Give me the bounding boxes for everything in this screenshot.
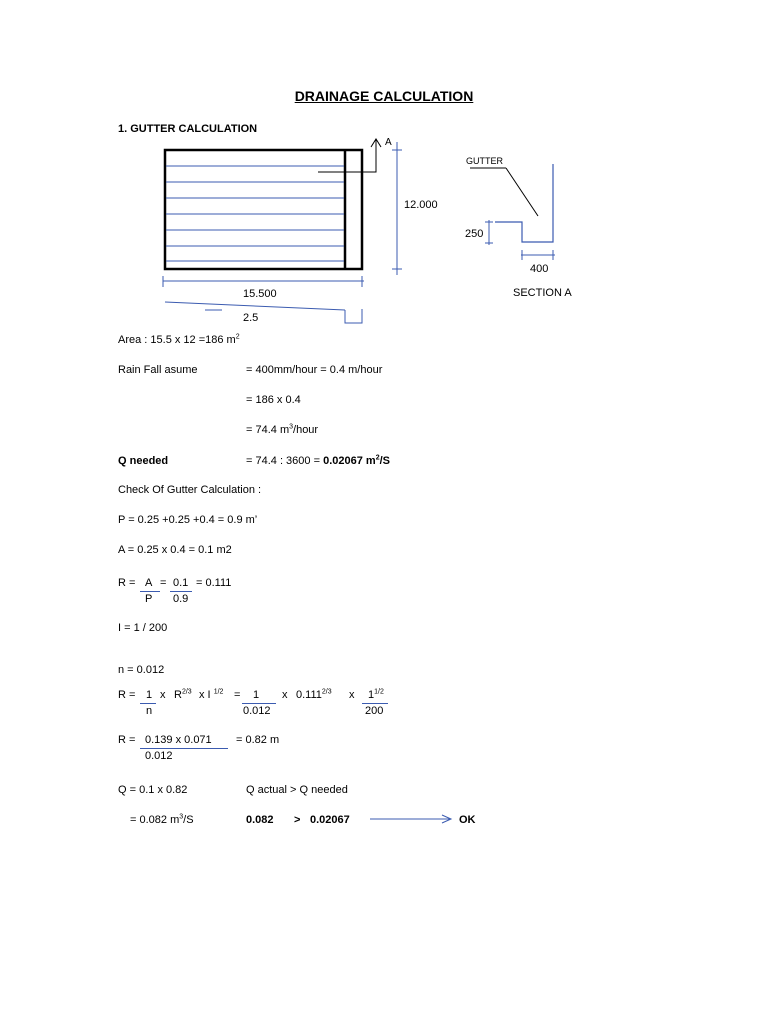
r1-num-a: A (145, 577, 153, 589)
r1-num-value: 0.1 (173, 577, 189, 589)
final-ok: OK (459, 814, 476, 826)
slope-i-line: I = 1 / 200 (118, 622, 168, 634)
gutter-section-profile (495, 164, 553, 242)
r3-lhs: R = (118, 734, 136, 746)
perimeter-line: P = 0.25 +0.25 +0.4 = 0.9 m’ (118, 514, 258, 526)
manning-n-line: n = 0.012 (118, 664, 165, 676)
section-a-marker: A (385, 137, 392, 148)
q-actual-line: Q = 0.1 x 0.82 (118, 784, 188, 796)
section-cut-line (318, 140, 376, 172)
r2-num-1: 1 (146, 689, 153, 701)
check-heading: Check Of Gutter Calculation : (118, 484, 262, 496)
rainfall-step-2: = 186 x 0.4 (246, 394, 301, 406)
r1-lhs: R = (118, 577, 136, 589)
r2-times-1: x (160, 689, 166, 701)
rainfall-label: Rain Fall asume (118, 364, 198, 376)
section-a-label: SECTION A (513, 287, 572, 299)
gutter-width-dimension (521, 250, 555, 260)
r2-num-2: 1 (253, 689, 260, 701)
gutter-depth-label: 250 (465, 228, 484, 240)
section-heading: 1. GUTTER CALCULATION (118, 123, 258, 135)
r2-r-term: $R^{2/3}$ (174, 688, 192, 701)
width-dimension-line (163, 276, 364, 287)
r2-i-term: x I $^{1/2}$ (199, 688, 224, 701)
r2-num-3: $1^{1/2}$ (368, 688, 384, 701)
area-section-line: A = 0.25 x 0.4 = 0.1 m2 (118, 544, 232, 556)
r1-den-value: 0.9 (173, 593, 189, 605)
rainfall-value: = 400mm/hour = 0.4 m/hour (246, 364, 383, 376)
roof-sheet-lines (166, 166, 344, 261)
page-title: DRAINAGE CALCULATION (294, 88, 474, 104)
r3-result: = 0.82 m (236, 734, 280, 746)
final-q-needed: 0.02067 (310, 814, 350, 826)
width-dimension-label: 15.500 (243, 288, 277, 300)
r1-den-p: P (145, 593, 153, 605)
gutter-depth-dimension (485, 220, 493, 245)
r1-result: = 0.111 (196, 577, 232, 589)
roof-plan-outline (165, 150, 362, 269)
height-dimension-line (392, 142, 402, 275)
r2-value-term: $0.111^{2/3}$ (296, 688, 332, 701)
r2-equals: = (234, 689, 241, 701)
r2-lhs: R = (118, 689, 136, 701)
r2-times-3: x (282, 689, 288, 701)
r2-den-0012: 0.012 (243, 705, 271, 717)
final-q-actual: 0.082 (246, 814, 274, 826)
gutter-diagram (0, 0, 768, 340)
r2-times-4: x (349, 689, 355, 701)
gutter-label: GUTTER (466, 156, 503, 166)
area-line: Area : 15.5 x 12 =186 $m^2$ (118, 333, 240, 346)
r2-den-200: 200 (365, 705, 384, 717)
r3-numerator: 0.139 x 0.071 (145, 734, 212, 746)
r3-denominator: 0.012 (145, 750, 173, 762)
gutter-leader-diagonal (506, 168, 538, 216)
r1-equals: = (160, 577, 167, 589)
q-actual-value: = 0.082 $m^3/S$ (130, 813, 194, 826)
slope-section (165, 302, 362, 323)
q-comparison: Q actual > Q needed (246, 784, 348, 796)
gutter-width-label: 400 (530, 263, 549, 275)
rainfall-step-3: = 74.4 $m^3$/hour (246, 423, 319, 436)
slope-label: 2.5 (243, 312, 259, 324)
q-needed-label: Q needed (118, 455, 169, 467)
final-greater-than: > (294, 814, 301, 826)
r2-den-n: n (146, 705, 153, 717)
height-dimension-label: 12.000 (404, 199, 438, 211)
q-needed-value: = 74.4 : 3600 = 0.02067 $m^2/S$ (246, 454, 390, 467)
